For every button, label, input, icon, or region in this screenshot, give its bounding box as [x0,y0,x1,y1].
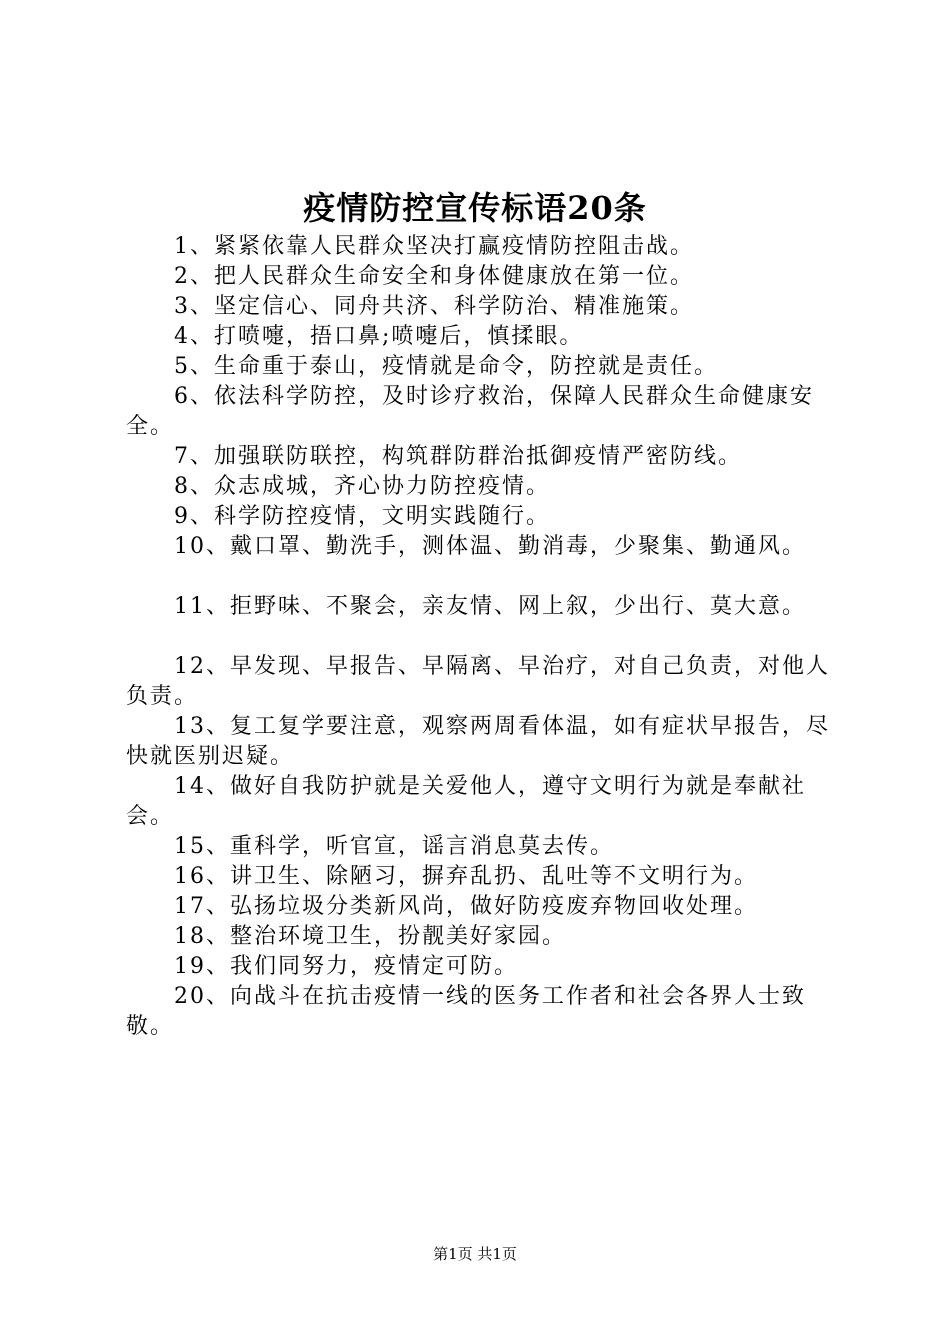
slogan-item: 2、把人民群众生命安全和身体健康放在第一位。 [174,264,694,289]
slogan-item: 10、戴口罩、勤洗手，测体温、勤消毒，少聚集、勤通风。 [174,534,806,559]
page-footer: 第1页 共1页 [433,1245,517,1263]
slogan-item: 16、讲卫生、除陋习，摒弃乱扔、乱吐等不文明行为。 [174,864,758,889]
slogan-item: 1、紧紧依靠人民群众坚决打赢疫情防控阻击战。 [174,234,694,259]
slogan-item: 18、整治环境卫生，扮靓美好家园。 [174,924,566,949]
slogan-item: 11、拒野味、不聚会，亲友情、网上叙，少出行、莫大意。 [174,594,806,619]
slogan-item: 4、打喷嚏，捂口鼻;喷嚏后，慎揉眼。 [174,324,584,349]
slogan-item: 17、弘扬垃圾分类新风尚，做好防疫废弃物回收处理。 [174,894,758,919]
slogan-item: 14、做好自我防护就是关爱他人，遵守文明行为就是奉献社会。 [126,774,806,829]
slogan-item: 6、依法科学防控，及时诊疗救治，保障人民群众生命健康安全。 [126,384,814,439]
slogan-item: 3、坚定信心、同舟共济、科学防治、精准施策。 [174,294,694,319]
slogan-item: 20、向战斗在抗击疫情一线的医务工作者和社会各界人士致敬。 [126,984,806,1039]
slogan-item: 19、我们同努力，疫情定可防。 [174,954,518,979]
slogan-item: 9、科学防控疫情，文明实践随行。 [174,504,550,529]
slogan-item: 5、生命重于泰山，疫情就是命令，防控就是责任。 [174,354,718,379]
slogan-item: 15、重科学，听官宣，谣言消息莫去传。 [174,834,614,859]
document-title: 疫情防控宣传标语20条 [303,189,647,227]
slogan-item: 8、众志成城，齐心协力防控疫情。 [174,474,550,499]
slogan-item: 7、加强联防联控，构筑群防群治抵御疫情严密防线。 [174,444,742,469]
slogan-item: 13、复工复学要注意，观察两周看体温，如有症状早报告，尽快就医别迟疑。 [126,714,830,769]
slogan-item: 12、早发现、早报告、早隔离、早治疗，对自己负责，对他人负责。 [126,654,830,709]
slogan-list [126,232,842,1042]
